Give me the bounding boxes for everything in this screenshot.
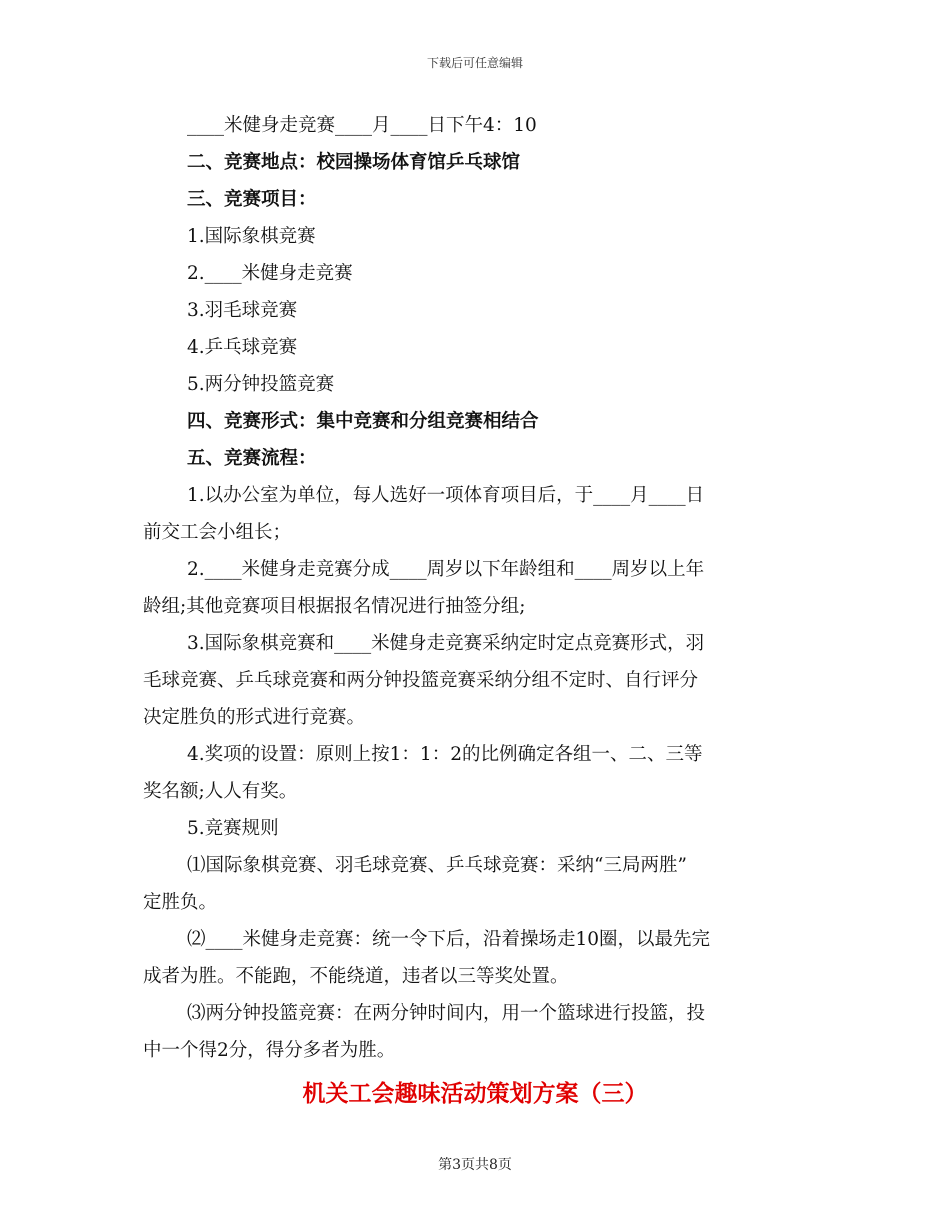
text-line: 3.国际象棋竞赛和____米健身走竞赛采纳定时定点竞赛形式，羽	[187, 633, 705, 654]
text-line: 2.____米健身走竞赛分成____周岁以下年龄组和____周岁以上年	[187, 559, 705, 580]
text-line: 1.国际象棋竞赛	[187, 226, 316, 247]
text-line: ⑵____米健身走竞赛：统一令下后，沿着操场走10圈，以最先完	[187, 929, 711, 950]
text-line: 三、竞赛项目：	[187, 189, 317, 210]
text-line: 3.羽毛球竞赛	[187, 300, 298, 321]
text-line: 四、竞赛形式：集中竞赛和分组竞赛相结合	[187, 411, 539, 432]
text-line: 奖名额;人人有奖。	[143, 781, 298, 802]
text-line: 五、竞赛流程：	[187, 448, 317, 469]
page-header: 下载后可任意编辑	[426, 56, 523, 70]
text-line: 1.以办公室为单位，每人选好一项体育项目后，于____月____日	[187, 485, 705, 506]
text-line: 前交工会小组长；	[143, 522, 292, 543]
text-line: 决定胜负的形式进行竞赛。	[143, 707, 366, 728]
text-line: 中一个得2分，得分多者为胜。	[143, 1040, 396, 1061]
text-line: 5.竞赛规则	[187, 818, 279, 839]
text-line: 5.两分钟投篮竞赛	[187, 374, 335, 395]
text-line: 4.乒乓球竞赛	[187, 337, 298, 358]
text-line: 毛球竞赛、乒乓球竞赛和两分钟投篮竞赛采纳分组不定时、自行评分	[143, 670, 699, 691]
text-line: ____米健身走竞赛____月____日下午4：10	[187, 115, 537, 136]
page-footer: 第3页共8页	[438, 1157, 512, 1173]
text-line: ⑴国际象棋竞赛、羽毛球竞赛、乒乓球竞赛：采纳“三局两胜”	[187, 855, 687, 876]
text-line: 2.____米健身走竞赛	[187, 263, 353, 284]
text-line: 定胜负。	[143, 892, 218, 913]
text-line: ⑶两分钟投篮竞赛：在两分钟时间内，用一个篮球进行投篮，投	[187, 1003, 706, 1024]
section-title: 机关工会趣味活动策划方案（三）	[302, 1080, 648, 1107]
text-line: 4.奖项的设置：原则上按1：1：2的比例确定各组一、二、三等	[187, 744, 703, 765]
text-line: 成者为胜。不能跑，不能绕道，违者以三等奖处置。	[143, 966, 569, 987]
text-line: 二、竞赛地点：校园操场体育馆乒乓球馆	[187, 152, 521, 173]
document-body	[143, 107, 807, 1069]
text-line: 龄组;其他竞赛项目根据报名情况进行抽签分组;	[143, 596, 526, 617]
